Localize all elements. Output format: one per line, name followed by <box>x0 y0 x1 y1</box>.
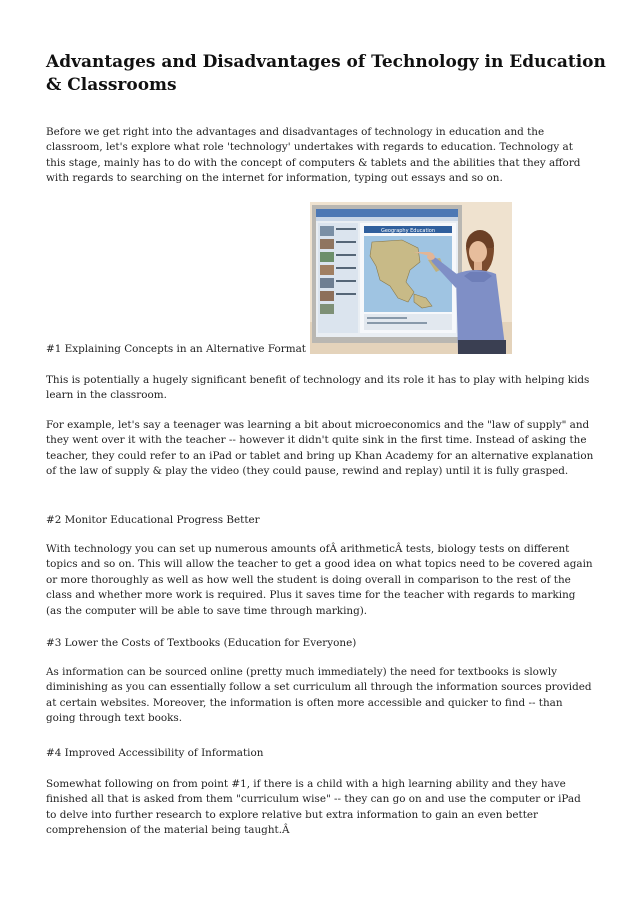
section-paragraph: For example, let's say a teenager was learning a bit about microeconomics and the "law of supply" and they went over it with the teacher -- however it didn't quite sink in the first time. Instead of asking the teacher, they could refer to an iPad or tablet and bring up Khan Academy for an alternative explanation of the law of supply & play the video (they could pause, rewind and replay) until it is fully grasped. <box>46 419 594 478</box>
section-heading: #3 Lower the Costs of Textbooks (Education for Everyone) <box>46 637 357 649</box>
section-heading: #1 Explaining Concepts in an Alternative Format <box>46 343 306 355</box>
intro-paragraph: Before we get right into the advantages and disadvantages of technology in education and the classroom, let's explore what role 'technology' undertakes with regards to education. Technology at this stage, mainly has to do with the concept of computers & tablets and the abilities that they afford with regards to searching on the internet for information, typing out essays and so on. <box>46 126 581 185</box>
section-paragraph: This is potentially a hugely significant benefit of technology and its role it has to play with helping kids learn in the classroom. <box>46 374 590 402</box>
section-paragraph: Somewhat following on from point #1, if there is a child with a high learning ability and they have finished all that is asked from them "curriculum wise" -- they can go on and use the computer or iPad to delve into further research to explore relative but extra information to gain an even better comprehension of the material being taught.Â <box>46 778 581 837</box>
section-heading: #4 Improved Accessibility of Information <box>46 747 264 759</box>
page-title: Advantages and Disadvantages of Technology in Education & Classrooms <box>46 52 606 95</box>
teacher-whiteboard-photo <box>310 202 512 354</box>
board-header-text: Geography Education <box>380 228 436 234</box>
photo-teacher-interactive-whiteboard <box>310 202 512 354</box>
section-paragraph: As information can be sourced online (pretty much immediately) the need for textbooks is slowly diminishing as you can essentially follow a set curriculum all through the information sources provided at certain websites. Moreover, the information is often more accessible and quicker to find -- than going through text books. <box>46 666 592 725</box>
section-paragraph: With technology you can set up numerous amounts ofÂ arithmeticÂ tests, biology tests on different topics and so on. This will allow the teacher to get a good idea on what topics need to be covered again or more thoroughly as well as how well the student is doing overall in comparison to the rest of the class and whether more work is required. Plus it saves time for the teacher with regards to marking (as the computer will be able to save time through marking). <box>46 543 593 617</box>
section-heading: #2 Monitor Educational Progress Better <box>46 514 260 526</box>
